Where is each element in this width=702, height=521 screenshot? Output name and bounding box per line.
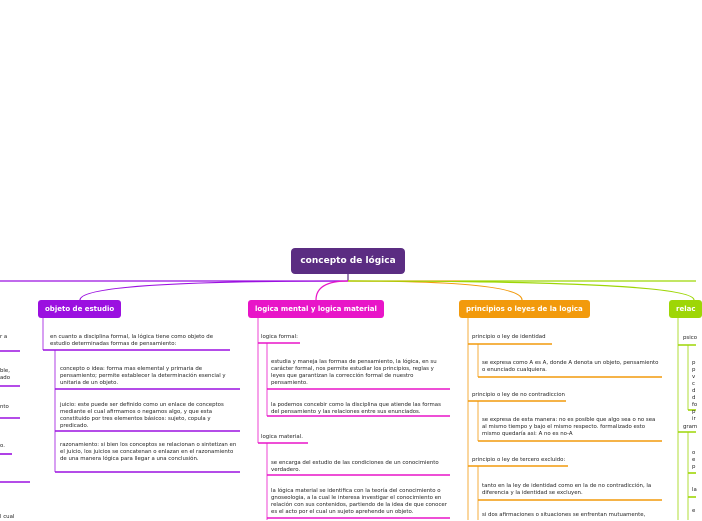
logica-node-material-gnoseologia[interactable] [271, 488, 449, 516]
logica-node-formal-concebir[interactable] [271, 402, 449, 416]
node-text: logica material. [261, 434, 303, 440]
principio-node-tercero-excluido-desc[interactable] [482, 483, 660, 497]
relacion-fragment: v [692, 374, 696, 380]
left-fragment: l cual [0, 514, 15, 520]
relacion-fragment: o [692, 450, 696, 456]
relacion-fragment: gram [683, 424, 698, 430]
principio-node-identidad-desc[interactable] [482, 360, 660, 374]
node-text: principio o ley de no contradiccion [472, 392, 565, 398]
relacion-fragment: d [692, 395, 696, 401]
objeto-node-intro[interactable] [50, 334, 230, 348]
principio-node-identidad[interactable] [472, 334, 572, 341]
relacion-fragment: fo [692, 402, 698, 408]
objeto-node-concepto[interactable] [60, 366, 238, 387]
relacion-fragment: e [692, 457, 696, 463]
node-text: se expresa como A es A, donde A denota un objeto, pensamiento o enunciado cualquiera. [482, 360, 659, 373]
relacion-fragment: p [692, 464, 696, 470]
node-text: se expresa de esta manera: no es posible que algo sea o no sea al mismo tiempo y bajo el mismo respecto. formalizado esto mismo quedaría asi: A no es no-A [482, 417, 656, 437]
relacion-fragment: la [692, 487, 697, 493]
relacion-fragment: d [692, 388, 696, 394]
node-text: principio o ley de identidad [472, 334, 546, 340]
logica-node-material-desc[interactable] [271, 460, 449, 474]
left-fragment: nto [0, 404, 9, 410]
left-fragment: ado [0, 375, 11, 381]
objeto-node-razonamiento[interactable] [60, 442, 238, 463]
left-fragment: r a [0, 334, 8, 340]
logica-node-formal[interactable] [261, 334, 321, 341]
principio-node-no-contradiccion[interactable] [472, 392, 582, 399]
branch-logica-mental-material[interactable]: logica mental y logica material [248, 300, 384, 318]
node-text: la lógica material se identifica con la teoría del conocimiento o gnoseologia, a la cual le interesa investigar el conocimiento en relación con sus contenidos, partiendo de la idea de que conocer es el acto por el cual un sujeto aprehende un objeto. [271, 488, 447, 515]
branch-relacion[interactable]: relac [669, 300, 702, 318]
relacion-fragment: psico [683, 335, 697, 341]
node-text: estudia y maneja las formas de pensamiento, la lógica, en su carácter formal, nos permite estudiar los principios, reglas y leyes que garantizan la corrección formal de nuestro pensamiento. [271, 359, 437, 386]
node-text: razonamiento: si bien los conceptos se relacionan o sintetizan en el juicio, los juicios se concatenan o enlazan en el razonamiento de una manera lógica para llegar a una conclusión. [60, 442, 237, 462]
node-text: la podemos concebir como la disciplina que atiende las formas del pensamiento y las relaciones entre sus enunciados. [271, 402, 441, 415]
node-text: principio o ley de tercero excluido: [472, 457, 566, 463]
node-text: logica formal: [261, 334, 298, 340]
principio-node-no-contradiccion-desc[interactable] [482, 417, 660, 438]
branch-objeto-de-estudio[interactable]: objeto de estudio [38, 300, 121, 318]
logica-node-material[interactable] [261, 434, 321, 441]
node-text: si dos afirmaciones o situaciones se enfrentan mutuamente, [482, 512, 646, 518]
relacion-fragment: e [692, 508, 696, 514]
central-topic[interactable]: concepto de lógica [291, 248, 405, 274]
relacion-fragment: p [692, 409, 696, 415]
node-text: juicio: este puede ser definido como un enlace de conceptos mediante el cual afirmamos o negamos algo, y que esta constituido por tres elementos básicos: sujeto, copula y predicado. [60, 402, 224, 429]
relacion-fragment: ir [692, 416, 696, 422]
principio-node-tercero-excluido[interactable] [472, 457, 582, 464]
left-fragment: ble, [0, 368, 10, 374]
principio-node-afirmaciones[interactable] [482, 512, 660, 519]
node-text: en cuanto a disciplina formal, la lógica tiene como objeto de estudio determinadas formas de pensamiento: [50, 334, 214, 347]
objeto-node-juicio[interactable] [60, 402, 238, 430]
node-text: se encarga del estudio de las condiciones de un conocimiento verdadero. [271, 460, 439, 473]
logica-node-formal-desc[interactable] [271, 359, 449, 387]
relacion-fragment: p [692, 360, 696, 366]
branch-principios-leyes[interactable]: principios o leyes de la logica [459, 300, 590, 318]
left-fragment: o. [0, 443, 5, 449]
node-text: concepto o idea: forma mas elemental y primaria de pensamiento; permite establecer la determinación esencial y unitaria de un objeto. [60, 366, 226, 386]
relacion-fragment: c [692, 381, 695, 387]
relacion-fragment: p [692, 367, 696, 373]
node-text: tanto en la ley de identidad como en la de no contradicción, la diferencia y la identidad se excluyen. [482, 483, 652, 496]
